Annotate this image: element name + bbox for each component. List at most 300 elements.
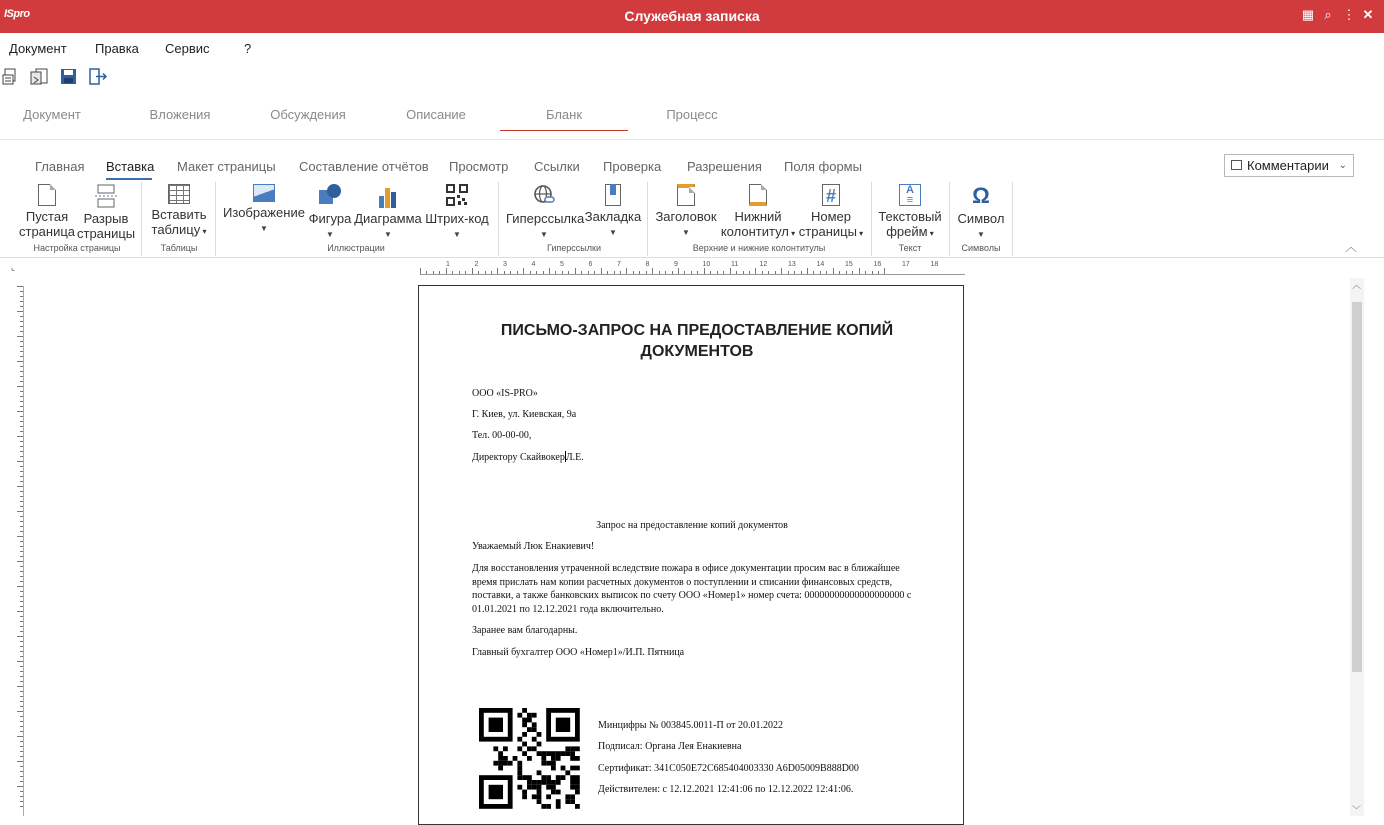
ribbon-tab-view[interactable]: Просмотр <box>449 159 509 174</box>
save-icon[interactable] <box>60 68 80 88</box>
blank-page-button[interactable] <box>18 184 76 239</box>
page-number-label-1: Номер <box>810 209 851 224</box>
dropdown-arrow-icon: ▼ <box>682 228 690 237</box>
tab-description[interactable]: Описание <box>406 107 466 122</box>
search-icon[interactable]: ⌕ <box>1324 7 1332 22</box>
ruler-tick <box>20 506 23 507</box>
ruler-tick <box>20 416 23 417</box>
ruler-tick <box>20 356 23 357</box>
ruler-tick <box>768 271 769 274</box>
ruler-tick <box>704 268 705 274</box>
ruler-tick <box>20 371 23 372</box>
ruler-tick <box>20 376 23 377</box>
ruler-tick <box>639 271 640 274</box>
ruler-tick <box>17 711 23 712</box>
ruler-number: 15 <box>845 261 853 268</box>
ruler-tick <box>20 631 23 632</box>
ruler-tick <box>20 721 23 722</box>
menu-document[interactable]: Документ <box>9 41 67 56</box>
ruler-tick <box>17 761 23 762</box>
insert-table-label-1: Вставить <box>151 207 207 222</box>
ruler-tick <box>20 791 23 792</box>
page-break-label-2: страницы <box>77 226 136 241</box>
ruler-number: 16 <box>873 261 882 268</box>
ruler-number: 4 <box>531 261 536 268</box>
ruler-tick <box>459 271 460 274</box>
ribbon-tab-insert[interactable]: Вставка <box>106 159 155 174</box>
ruler-tick <box>20 696 23 697</box>
ruler-tick <box>20 671 23 672</box>
ruler-tick <box>20 701 23 702</box>
ruler-tick <box>736 271 737 274</box>
ribbon-separator <box>141 182 142 256</box>
tab-stop-selector[interactable]: ⌞ <box>11 262 16 272</box>
qr-code-image <box>479 708 581 818</box>
ruler-tick <box>543 271 544 274</box>
ruler-tick <box>20 781 23 782</box>
ruler-tick <box>20 766 23 767</box>
menu-bar <box>0 37 600 59</box>
ruler-tick <box>723 271 724 274</box>
header-label: Заголовок <box>655 209 717 224</box>
ruler-number: 12 <box>759 261 768 268</box>
ruler-tick <box>433 271 434 274</box>
ruler-tick <box>20 676 23 677</box>
ruler-number: 1 <box>446 261 450 268</box>
ruler-tick <box>20 546 23 547</box>
ruler-tick <box>20 421 23 422</box>
ruler-tick <box>20 706 23 707</box>
shape-label: Фигура <box>308 211 352 226</box>
copy-document-icon[interactable] <box>30 68 50 88</box>
ruler-tick <box>665 271 666 274</box>
ruler-tick <box>20 751 23 752</box>
ruler-tick <box>17 336 23 337</box>
ruler-tick <box>749 271 750 274</box>
insert-barcode-button[interactable] <box>424 184 490 242</box>
tab-attachments[interactable]: Вложения <box>149 107 211 122</box>
blank-page-label-2: страница <box>18 224 76 239</box>
ruler-tick <box>878 271 879 274</box>
ruler-tick <box>865 271 866 274</box>
ruler-tick <box>813 271 814 274</box>
scroll-down-icon[interactable]: ﹀ <box>1352 805 1362 815</box>
ruler-tick <box>20 646 23 647</box>
ruler-tick <box>20 616 23 617</box>
ruler-tick <box>775 271 776 274</box>
ruler-tick <box>20 576 23 577</box>
ruler-number: 13 <box>788 261 796 268</box>
ruler-tick <box>20 496 23 497</box>
ruler-tick <box>530 271 531 274</box>
footer-label-1: Нижний <box>734 209 782 224</box>
ruler-tick <box>20 666 23 667</box>
ruler-tick <box>446 268 447 274</box>
ruler-tick <box>485 271 486 274</box>
more-vertical-icon[interactable]: ⋮ <box>1342 7 1356 22</box>
ruler-tick <box>555 271 556 274</box>
ruler-tick <box>794 271 795 274</box>
signature-ministry: Минцифры № 003845.0011-П от 20.01.2022 <box>598 720 783 731</box>
ruler-tick <box>17 561 23 562</box>
ruler-tick <box>20 476 23 477</box>
ribbon-tab-form-fields[interactable]: Поля формы <box>784 159 862 174</box>
ruler-tick <box>20 606 23 607</box>
tab-form[interactable]: Бланк <box>545 107 583 122</box>
ruler-tick <box>717 271 718 274</box>
signature-validity: Действителен: с 12.12.2021 12:41:06 по 12.12.2022 12:41:06. <box>598 784 854 795</box>
ruler-tick <box>17 461 23 462</box>
ruler-tick <box>20 346 23 347</box>
dropdown-arrow-icon: ▼ <box>326 230 334 239</box>
ruler-number: 14 <box>816 261 825 268</box>
bookmark-label: Закладка <box>584 209 642 224</box>
chart-icon <box>377 184 399 208</box>
ruler-tick <box>781 268 782 274</box>
ruler-tick <box>820 271 821 274</box>
ruler-tick <box>710 271 711 274</box>
ruler-number: 18 <box>930 261 939 268</box>
ruler-tick <box>20 681 23 682</box>
ruler-tick <box>20 731 23 732</box>
shape-icon <box>319 184 341 208</box>
window-title: Служебная записка <box>624 8 760 24</box>
image-label: Изображение <box>223 205 305 220</box>
table-icon <box>168 184 190 204</box>
addressee-line <box>472 451 584 463</box>
ruler-tick <box>743 271 744 274</box>
thanks-line: Заранее вам благодарны. <box>472 625 578 636</box>
group-symbols: Символы <box>961 243 1001 253</box>
page-break-button[interactable] <box>77 184 135 241</box>
ruler-tick <box>20 291 23 292</box>
ruler-tick <box>452 271 453 274</box>
ruler-tick <box>20 451 23 452</box>
ruler-number: 17 <box>902 261 910 268</box>
dropdown-arrow-icon: ▼ <box>540 230 548 239</box>
tab-discussions[interactable]: Обсуждения <box>270 107 346 122</box>
ribbon-separator <box>498 182 499 256</box>
ruler-tick <box>523 268 524 274</box>
barcode-label: Штрих-код <box>425 211 489 226</box>
signer-line: Главный бухгалтер ООО «Номер1»/И.П. Пятница <box>472 647 685 658</box>
hyperlink-button[interactable] <box>506 184 585 242</box>
ruler-tick <box>20 551 23 552</box>
bookmark-button[interactable] <box>584 184 642 240</box>
app-logo: ISpro <box>4 8 30 20</box>
ruler-tick <box>872 271 873 274</box>
scroll-up-icon[interactable]: ︿ <box>1352 280 1362 290</box>
ruler-tick <box>20 541 23 542</box>
ruler-tick <box>633 271 634 274</box>
ruler-tick <box>20 691 23 692</box>
print-preview-icon[interactable] <box>2 68 22 88</box>
comment-icon <box>1231 160 1242 170</box>
ruler-tick <box>17 786 23 787</box>
ribbon-tabs <box>0 150 1384 180</box>
ruler-tick <box>20 626 23 627</box>
ruler-tick <box>17 661 23 662</box>
ruler-tick <box>20 331 23 332</box>
ruler-tick <box>884 268 885 274</box>
ruler-tick <box>20 396 23 397</box>
ruler-tick <box>504 271 505 274</box>
ruler-tick <box>20 776 23 777</box>
dropdown-arrow-icon: ▼ <box>609 228 617 237</box>
ruler-tick <box>472 268 473 274</box>
ruler-tick <box>20 296 23 297</box>
footer-label-2: колонтитул <box>720 224 789 239</box>
ruler-tick <box>497 268 498 274</box>
header-button[interactable] <box>652 184 720 240</box>
ruler-tick <box>20 756 23 757</box>
insert-table-label-2: таблицу <box>151 222 201 237</box>
vertical-scrollbar[interactable] <box>1350 278 1364 816</box>
vertical-ruler[interactable] <box>14 286 24 816</box>
ruler-tick <box>17 386 23 387</box>
ruler-tick <box>697 271 698 274</box>
ruler-tick <box>588 271 589 274</box>
ruler-tick <box>17 611 23 612</box>
ruler-tick <box>20 621 23 622</box>
ruler-tick <box>20 601 23 602</box>
ruler-number: 9 <box>674 261 678 268</box>
ruler-tick <box>20 466 23 467</box>
ribbon-tab-references[interactable]: Ссылки <box>534 159 580 174</box>
ruler-tick <box>20 406 23 407</box>
hyperlink-label: Гиперссылка <box>506 211 585 226</box>
ruler-tick <box>17 511 23 512</box>
ruler-tick <box>562 271 563 274</box>
ruler-tick <box>20 571 23 572</box>
ruler-tick <box>568 271 569 274</box>
bookmark-icon <box>605 184 621 206</box>
ruler-tick <box>20 316 23 317</box>
ruler-tick <box>839 271 840 274</box>
ruler-tick <box>846 271 847 274</box>
page-number-button[interactable]: # Номер страницы ▾ <box>798 186 864 239</box>
ruler-tick <box>762 271 763 274</box>
menu-service[interactable]: Сервис <box>165 41 210 56</box>
ruler-tick <box>20 441 23 442</box>
page-number-icon: # <box>822 184 840 206</box>
image-icon <box>253 184 275 202</box>
ruler-tick <box>20 641 23 642</box>
group-text: Текст <box>898 243 922 253</box>
ruler-tick <box>20 491 23 492</box>
ruler-tick <box>601 268 602 274</box>
text-frame-label-1: Текстовый <box>878 209 942 224</box>
ruler-tick <box>20 596 23 597</box>
ruler-tick <box>646 271 647 274</box>
text-frame-icon: A ≡ <box>899 184 921 206</box>
ruler-tick <box>672 271 673 274</box>
group-tables: Таблицы <box>160 243 198 253</box>
ruler-tick <box>17 686 23 687</box>
ruler-tick <box>678 268 679 274</box>
ruler-tick <box>20 456 23 457</box>
ruler-tick <box>626 268 627 274</box>
chart-label: Диаграмма <box>354 211 422 226</box>
ruler-tick <box>20 301 23 302</box>
ruler-tick <box>833 268 834 274</box>
collapse-ribbon-icon[interactable]: ︿ <box>1345 240 1358 254</box>
ruler-tick <box>20 391 23 392</box>
ruler-tick <box>20 741 23 742</box>
main-tabs <box>0 98 1384 140</box>
footer-button[interactable]: Нижний колонтитул ▾ <box>720 184 796 241</box>
ruler-tick <box>684 271 685 274</box>
dropdown-arrow-icon: ▼ <box>260 224 268 233</box>
horizontal-ruler[interactable] <box>420 261 965 275</box>
ruler-tick <box>549 268 550 274</box>
ruler-tick <box>17 436 23 437</box>
ribbon-tab-review[interactable]: Проверка <box>603 159 662 174</box>
ruler-tick <box>20 521 23 522</box>
grid-icon[interactable]: ▦ <box>1301 7 1315 22</box>
blank-page-icon <box>38 184 56 206</box>
ruler-tick <box>20 306 23 307</box>
ruler-tick <box>20 326 23 327</box>
ruler-tick <box>20 796 23 797</box>
ribbon-separator <box>1012 182 1013 256</box>
ruler-tick <box>510 271 511 274</box>
ribbon-separator <box>949 182 950 256</box>
qr-code-icon <box>446 184 468 208</box>
document-page[interactable] <box>418 285 964 825</box>
ruler-tick <box>614 271 615 274</box>
greeting-line: Уважаемый Люк Енакиевич! <box>472 541 595 552</box>
ruler-number: 5 <box>560 261 564 268</box>
ruler-tick <box>691 271 692 274</box>
ruler-tick <box>620 271 621 274</box>
ruler-number: 7 <box>617 261 621 268</box>
dropdown-arrow-icon: ▼ <box>453 230 461 239</box>
ribbon-tab-home[interactable]: Главная <box>35 159 85 174</box>
insert-image-button[interactable] <box>222 184 306 236</box>
omega-icon: Ω <box>972 183 990 208</box>
ruler-number: 2 <box>474 261 479 268</box>
ruler-tick <box>20 746 23 747</box>
ruler-tick <box>607 271 608 274</box>
menu-edit[interactable]: Правка <box>95 41 139 56</box>
ruler-tick <box>426 271 427 274</box>
ribbon-tab-reports[interactable]: Составление отчётов <box>299 159 429 174</box>
ruler-tick <box>659 271 660 274</box>
ruler-tick <box>20 716 23 717</box>
ruler-tick <box>17 486 23 487</box>
ribbon-tab-page-layout[interactable]: Макет страницы <box>177 159 276 174</box>
ribbon-separator <box>647 182 648 256</box>
comments-label: Комментарии <box>1247 158 1329 173</box>
chevron-down-icon: ⌄ <box>1338 160 1347 171</box>
ruler-tick <box>536 271 537 274</box>
page-number-label-2: страницы <box>798 224 857 239</box>
symbol-label: Символ <box>957 211 1005 226</box>
addressee-name: Директору Скайвокер <box>472 452 565 463</box>
ruler-tick <box>20 481 23 482</box>
ruler-tick <box>17 736 23 737</box>
document-title: ПИСЬМО-ЗАПРОС НА ПРЕДОСТАВЛЕНИЕ КОПИЙ ДОКУМЕНТОВ <box>500 322 894 360</box>
ruler-tick <box>420 268 421 274</box>
group-hyperlinks: Гиперссылки <box>547 243 601 253</box>
ruler-tick <box>17 536 23 537</box>
ruler-number: 6 <box>588 261 593 268</box>
ruler-tick <box>517 271 518 274</box>
comments-dropdown[interactable] <box>1224 154 1354 177</box>
letter-body: Для восстановления утраченной вследствие пожара в офисе документации просим вас в ближайшее время прислать нам копии расчетных документов о поступлении и списании финансовых средств, поставки, а также банковских выписок по счету ООО «Номер1» номер счета: 00000000000000000000 с 01.01.2021 по 12.12.2021 года включительно. <box>472 563 912 615</box>
ruler-tick <box>20 531 23 532</box>
blank-page-label-1: Пустая <box>25 209 69 224</box>
ruler-tick <box>20 771 23 772</box>
ruler-number: 8 <box>645 261 650 268</box>
menu-help[interactable]: ? <box>244 41 252 56</box>
tab-document[interactable]: Документ <box>23 107 81 122</box>
group-illustrations: Иллюстрации <box>327 243 385 253</box>
ruler-tick <box>20 526 23 527</box>
insert-chart-button[interactable] <box>354 184 422 242</box>
ruler-tick <box>17 411 23 412</box>
ruler-tick <box>807 268 808 274</box>
ruler-tick <box>801 271 802 274</box>
ruler-tick <box>20 446 23 447</box>
ruler-tick <box>20 581 23 582</box>
ruler-tick <box>465 271 466 274</box>
group-page-setup: Настройка страницы <box>33 243 121 253</box>
signature-signer: Подписал: Органа Лея Енакиевна <box>598 741 742 752</box>
phone-line: Тел. 00-00-00, <box>472 430 532 441</box>
ruler-tick <box>20 806 23 807</box>
scroll-thumb[interactable] <box>1352 302 1362 672</box>
company-line: ООО «IS-PRO» <box>472 388 538 399</box>
ruler-tick <box>788 271 789 274</box>
ruler-tick <box>17 586 23 587</box>
letter-subject: Запрос на предоставление копий документов <box>596 520 788 531</box>
ribbon-tab-permissions[interactable]: Разрешения <box>687 159 762 174</box>
ruler-tick <box>20 351 23 352</box>
symbol-button[interactable] <box>954 184 1008 242</box>
ruler-tick <box>575 268 576 274</box>
ruler-tick <box>17 311 23 312</box>
ruler-tick <box>20 471 23 472</box>
ruler-tick <box>491 271 492 274</box>
ribbon-separator <box>871 182 872 256</box>
ruler-tick <box>439 271 440 274</box>
close-icon[interactable]: ✕ <box>1362 7 1374 22</box>
ribbon <box>0 180 1384 258</box>
footer-icon <box>749 184 767 206</box>
ruler-tick <box>594 271 595 274</box>
ruler-tick <box>20 431 23 432</box>
insert-shape-button[interactable] <box>308 184 352 242</box>
tab-process[interactable]: Процесс <box>666 107 718 122</box>
ruler-tick <box>20 566 23 567</box>
insert-table-button[interactable]: Вставить таблицу ▾ <box>146 184 212 239</box>
text-frame-button[interactable]: A ≡ Текстовый фрейм ▾ <box>878 184 942 239</box>
ruler-tick <box>20 341 23 342</box>
ruler-tick <box>20 426 23 427</box>
address-line: Г. Киев, ул. Киевская, 9а <box>472 409 577 420</box>
ribbon-separator <box>215 182 216 256</box>
ruler-tick <box>20 321 23 322</box>
group-headers-footers: Верхние и нижние колонтитулы <box>692 243 826 253</box>
ruler-tick <box>17 361 23 362</box>
ruler-tick <box>20 556 23 557</box>
exit-icon[interactable] <box>88 68 108 88</box>
ruler-tick <box>20 381 23 382</box>
ruler-tick <box>852 271 853 274</box>
ruler-tick <box>20 591 23 592</box>
